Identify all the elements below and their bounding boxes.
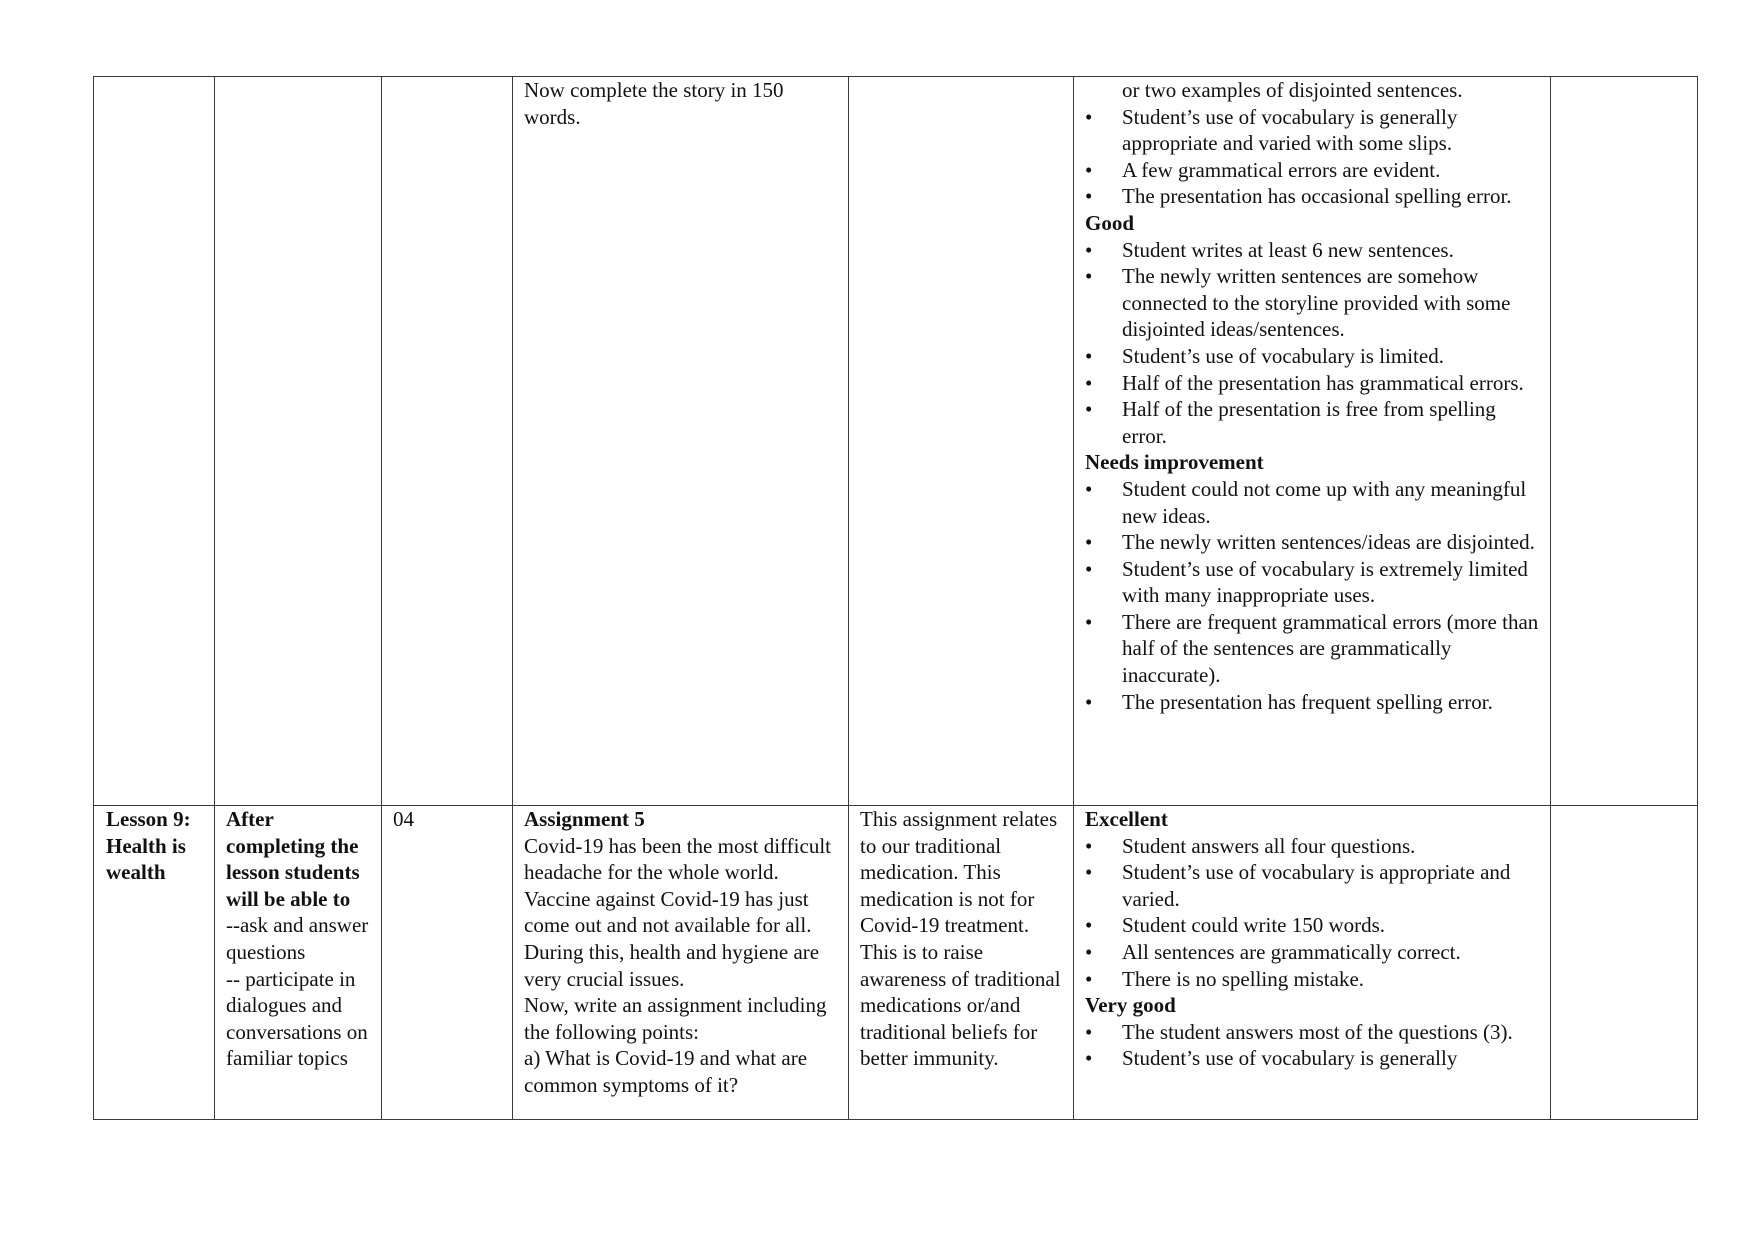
rubric-criteria-list [1085, 77, 1540, 210]
task-text: Now, write an assignment including the following points: [524, 993, 827, 1044]
note-cell [849, 77, 1074, 806]
remarks-cell [1551, 77, 1698, 806]
rubric-criterion: • Student’s use of vocabulary is extremely limited with many inappropriate uses. [1085, 556, 1540, 609]
rubric-criterion: • The newly written sentences are somehow connected to the storyline provided with some disjointed ideas/sentences. [1085, 263, 1540, 343]
rubric-criterion: • Student could write 150 words. [1085, 912, 1540, 939]
rubric-criteria-list [1085, 833, 1540, 993]
task-cell [513, 806, 849, 1120]
task-text: a) What is Covid-19 and what are common symptoms of it? [524, 1046, 808, 1097]
rubric-criterion: • All sentences are grammatically correct. [1085, 939, 1540, 966]
lesson-cell [94, 77, 215, 806]
table-row [94, 806, 1698, 1120]
rubric-criterion: • Student’s use of vocabulary is generally [1085, 1045, 1540, 1072]
note-text: This assignment relates to our traditional medication. This medication is not for Covid-19 treatment. This is to raise awareness of traditional medications or/and traditional beliefs for better immunity. [860, 807, 1061, 1071]
rubric-level-heading: Excellent [1085, 807, 1168, 831]
rubric-criteria-list [1085, 1019, 1540, 1072]
task-text: Covid-19 has been the most difficult headache for the whole world. Vaccine against Covid-19 has just come out and not available for all. During this, health and hygiene are very crucial issues. [524, 833, 831, 991]
rubric-criteria-list [1085, 476, 1540, 715]
rubric-criterion: • Half of the presentation is free from spelling error. [1085, 396, 1540, 449]
rubric-criterion: • There is no spelling mistake. [1085, 966, 1540, 993]
rubric-criteria-list [1085, 237, 1540, 450]
objective-item: --ask and answer questions [226, 913, 369, 964]
rubric-criterion: • Student’s use of vocabulary is generally appropriate and varied with some slips. [1085, 104, 1540, 157]
objectives-heading: After completing the lesson students will be able to [226, 807, 360, 911]
objective-item: -- participate in dialogues and conversations on familiar topics [226, 966, 368, 1071]
objectives-cell [215, 806, 382, 1120]
rubric-criterion: • A few grammatical errors are evident. [1085, 157, 1540, 184]
remarks-cell [1551, 806, 1698, 1120]
hours-value: 04 [393, 807, 414, 831]
task-title: Assignment 5 [524, 807, 645, 831]
rubric-criterion: • The newly written sentences/ideas are disjointed. [1085, 529, 1540, 556]
objectives-cell [215, 77, 382, 806]
table-row [94, 77, 1698, 806]
rubric-criterion: • Student could not come up with any meaningful new ideas. [1085, 476, 1540, 529]
rubric-criterion: • Student’s use of vocabulary is appropriate and varied. [1085, 859, 1540, 912]
hours-cell [382, 77, 513, 806]
note-cell [849, 806, 1074, 1120]
criteria-cell [1074, 806, 1551, 1120]
rubric-criterion: • Student writes at least 6 new sentences. [1085, 237, 1540, 264]
task-cell [513, 77, 849, 806]
rubric-criterion: • There are frequent grammatical errors (more than half of the sentences are grammatically inaccurate). [1085, 609, 1540, 689]
rubric-level-heading: Needs improvement [1085, 450, 1264, 475]
rubric-criterion: or two examples of disjointed sentences. [1122, 78, 1463, 102]
rubric-criterion: • Half of the presentation has grammatical errors. [1085, 370, 1540, 397]
rubric-criterion: • Student’s use of vocabulary is limited. [1085, 343, 1540, 370]
task-text: Now complete the story in 150 words. [524, 78, 784, 129]
lesson-title: Lesson 9: Health is wealth [106, 807, 191, 885]
hours-cell [382, 806, 513, 1120]
criteria-cell [1074, 77, 1551, 806]
rubric-criterion: • The presentation has frequent spelling error. [1085, 689, 1540, 716]
rubric-criterion: • The student answers most of the questions (3). [1085, 1019, 1540, 1046]
rubric-level-heading: Good [1085, 210, 1135, 235]
rubric-criterion: • Student answers all four questions. [1085, 833, 1540, 860]
rubric-table [93, 76, 1698, 1120]
lesson-cell [94, 806, 215, 1120]
rubric-criterion: • The presentation has occasional spelling error. [1085, 183, 1540, 210]
rubric-level-heading: Very good [1085, 993, 1176, 1018]
